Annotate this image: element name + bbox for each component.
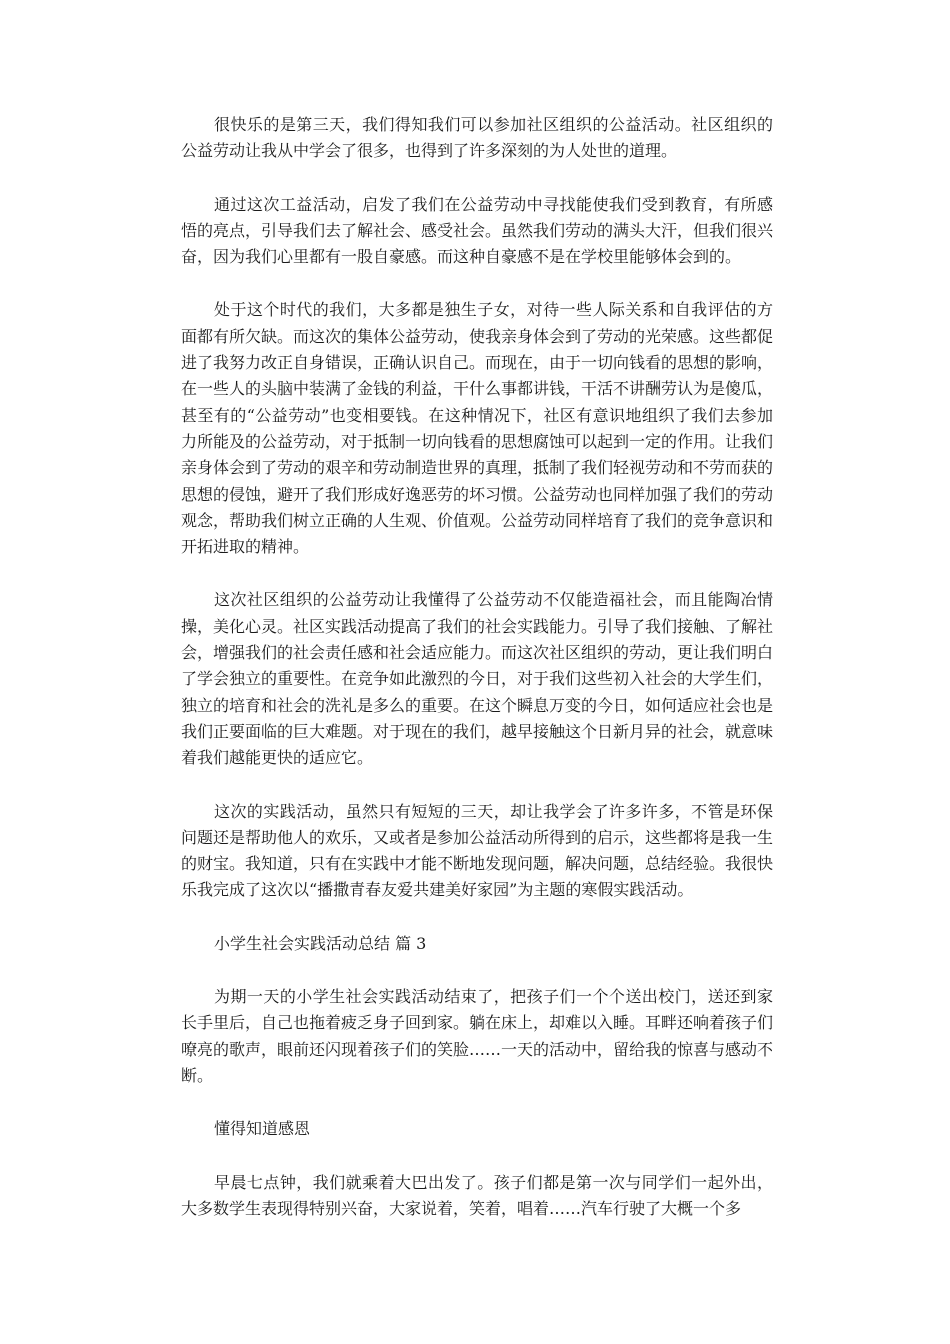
section-title: 小学生社会实践活动总结 篇 3 xyxy=(214,933,427,953)
document-page xyxy=(181,112,773,1249)
subheading: 懂得知道感恩 xyxy=(214,1119,311,1139)
paragraph: 通过这次工益活动，启发了我们在公益劳动中寻找能使我们受到教育，有所感悟的亮点，引导我们去了解社会、感受社会。虽然我们劳动的满头大汗，但我们很兴奋，因为我们心里都有一股自豪感。而这种自豪感不是在学校里能够体会到的。 xyxy=(181,194,774,267)
paragraph: 这次社区组织的公益劳动让我懂得了公益劳动不仅能造福社会，而且能陶冶情操，美化心灵。社区实践活动提高了我们的社会实践能力。引导了我们接触、了解社会，增强我们的社会责任感和社会适应能力。而这次社区组织的劳动，更让我们明白了学会独立的重要性。在竞争如此激烈的今日，对于我们这些初入社会的大学生们，独立的培育和社会的洗礼是多么的重要。在这个瞬息万变的今日，如何适应社会也是我们正要面临的巨大难题。对于现在的我们，越早接触这个日新月异的社会，就意味着我们越能更快的适应它。 xyxy=(181,590,774,768)
paragraph: 处于这个时代的我们，大多都是独生子女，对待一些人际关系和自我评估的方面都有所欠缺。而这次的集体公益劳动，使我亲身体会到了劳动的光荣感。这些都促进了我努力改正自身错误，正确认识自己。而现在，由于一切向钱看的思想的影响，在一些人的头脑中装满了金钱的利益，干什么事都讲钱，干活不讲酬劳认为是傻瓜，甚至有的“公益劳动”也变相要钱。在这种情况下，社区有意识地组织了我们去参加力所能及的公益劳动，对于抵制一切向钱看的思想腐蚀可以起到一定的作用。让我们亲身体会到了劳动的艰辛和劳动制造世界的真理，抵制了我们轻视劳动和不劳而获的思想的侵蚀，避开了我们形成好逸恶劳的坏习惯。公益劳动也同样加强了我们的劳动观念，帮助我们树立正确的人生观、价值观。公益劳动同样培育了我们的竞争意识和开拓进取的精神。 xyxy=(181,300,774,557)
paragraph: 这次的实践活动，虽然只有短短的三天，却让我学会了许多许多，不管是环保问题还是帮助他人的欢乐，又或者是参加公益活动所得到的启示，这些都将是我一生的财宝。我知道，只有在实践中才能不断地发现问题，解决问题，总结经验。我很快乐我完成了这次以“播撒青春友爱共建美好家园”为主题的寒假实践活动。 xyxy=(181,801,774,900)
paragraph: 很快乐的是第三天，我们得知我们可以参加社区组织的公益活动。社区组织的公益劳动让我从中学会了很多，也得到了许多深刻的为人处世的道理。 xyxy=(181,115,773,161)
paragraph: 为期一天的小学生社会实践活动结束了，把孩子们一个个送出校门，送还到家长手里后，自己也拖着疲乏身子回到家。躺在床上，却难以入睡。耳畔还响着孩子们嘹亮的歌声，眼前还闪现着孩子们的笑脸……一天的活动中，留给我的惊喜与感动不断。 xyxy=(181,987,774,1085)
paragraph: 早晨七点钟，我们就乘着大巴出发了。孩子们都是第一次与同学们一起外出，大多数学生表现得特别兴奋，大家说着，笑着，唱着……汽车行驶了大概一个多 xyxy=(181,1172,773,1218)
